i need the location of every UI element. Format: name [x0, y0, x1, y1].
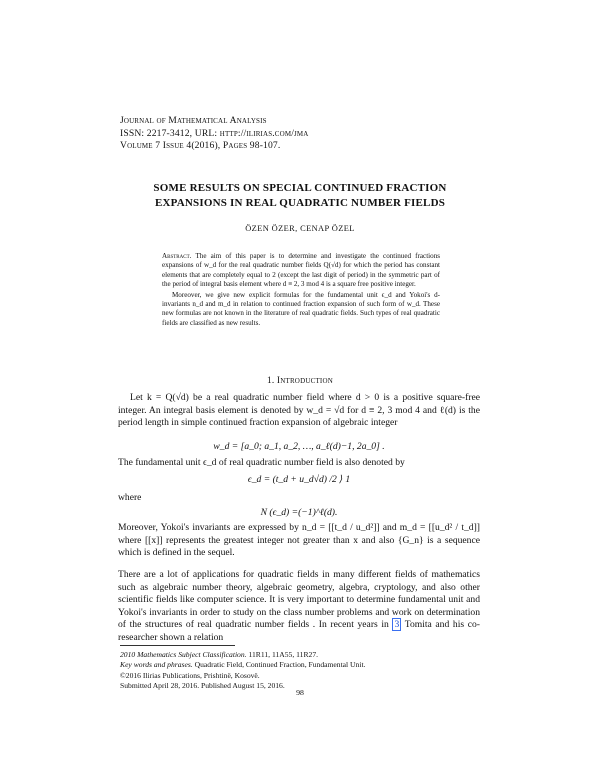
title-line-1: SOME RESULTS ON SPECIAL CONTINUED FRACTION [153, 182, 447, 194]
abstract-paragraph-2: Moreover, we give new explicit formulas for the fundamental unit ϵ_d and Yokoi's d-invariants n_d and m_d in relation to continued fraction expansion of such form of w_d. These new formulas are not known in the literature of real quadratic fields. Such types of real quadratic fields are classified as new results. [162, 290, 440, 327]
footnote-copyright: ©2016 Ilirias Publications, Prishtinë, Kosovë. [120, 670, 260, 680]
footnote-submitted: Submitted April 28, 2016. Published August 15, 2016. [120, 680, 285, 690]
footnote-keywords: Key words and phrases. Quadratic Field, Continued Fraction, Fundamental Unit. [120, 660, 366, 670]
citation-link[interactable]: 3 [394, 619, 400, 631]
footnote-msc: 2010 Mathematics Subject Classification. 11R11, 11A55, 11R27. [120, 650, 319, 659]
journal-issn: ISSN: 2217-3412, URL: http://ilirias.com/jma [120, 127, 309, 139]
equation-continued-fraction: w_d = [a_0; a_1, a_2, …, a_ℓ(d)−1, 2a_0] . [213, 441, 385, 452]
journal-volume: Volume 7 Issue 4(2016), Pages 98-107. [120, 140, 281, 152]
abstract-label: Abstract. [162, 252, 192, 260]
where-text: where [118, 492, 142, 503]
paper-title [100, 181, 500, 211]
abstract [162, 252, 440, 328]
footnotes [120, 650, 365, 691]
intro-paragraph-applications: There are a lot of applications for quadratic fields in many different fields of mathematics such as algebraic number theory, algebraic geometry, algebra, cryptology, and also other scientific fields like computer science. It is very important to determine fundamental unit and Yokoi's invariants in order to study on the class number problems and work on determination of the structures of real quadratic number fields . In recent years in 3 Tomita and his co-researcher shown a relation [118, 569, 480, 643]
journal-info [120, 115, 308, 153]
footnote-rule [120, 645, 235, 646]
equation-fundamental-unit: ϵ_d = (t_d + u_d√d) /2 ⟩ 1 [247, 474, 351, 485]
equation-norm: N (ϵ_d) =(−1)^ℓ(d). [260, 507, 338, 518]
abstract-paragraph-1: The aim of this paper is to determine and investigate the continued fractions expansions of w_d for the real quadratic number fields Q(√d) for which the period has constant elements that are completely equal to 2 (except the last digit of period) in the symmetric part of the period of integral basis element where d ≡ 2, 3 mod 4 is a square free positive integer. [162, 252, 440, 289]
authors: ÖZEN ÖZER, CENAP ÖZEL [245, 224, 355, 233]
intro-paragraph-yokoi: Moreover, Yokoi's invariants are expressed by n_d = [[t_d / u_d²]] and m_d = [[u_d² / t_d]] where [[x]] represents the greatest integer not greater than x and also {G_n} is a sequence which is defined in the sequel. [118, 522, 480, 559]
intro-fundamental-unit-text: The fundamental unit ϵ_d of real quadratic number field is also denoted by [118, 457, 405, 468]
title-line-2: EXPANSIONS IN REAL QUADRATIC NUMBER FIELDS [154, 197, 446, 209]
journal-name: Journal of Mathematical Analysis [120, 115, 267, 126]
intro-paragraph-1: Let k = Q(√d) be a real quadratic number field where d > 0 is a positive square-free integer. An integral basis element is denoted by w_d = √d for d ≡ 2, 3 mod 4 and ℓ(d) is the period length in simple continued fraction expansion of algebraic integer [118, 392, 480, 429]
section-heading: 1. Introduction [267, 376, 333, 386]
page-number: 98 [296, 688, 304, 697]
